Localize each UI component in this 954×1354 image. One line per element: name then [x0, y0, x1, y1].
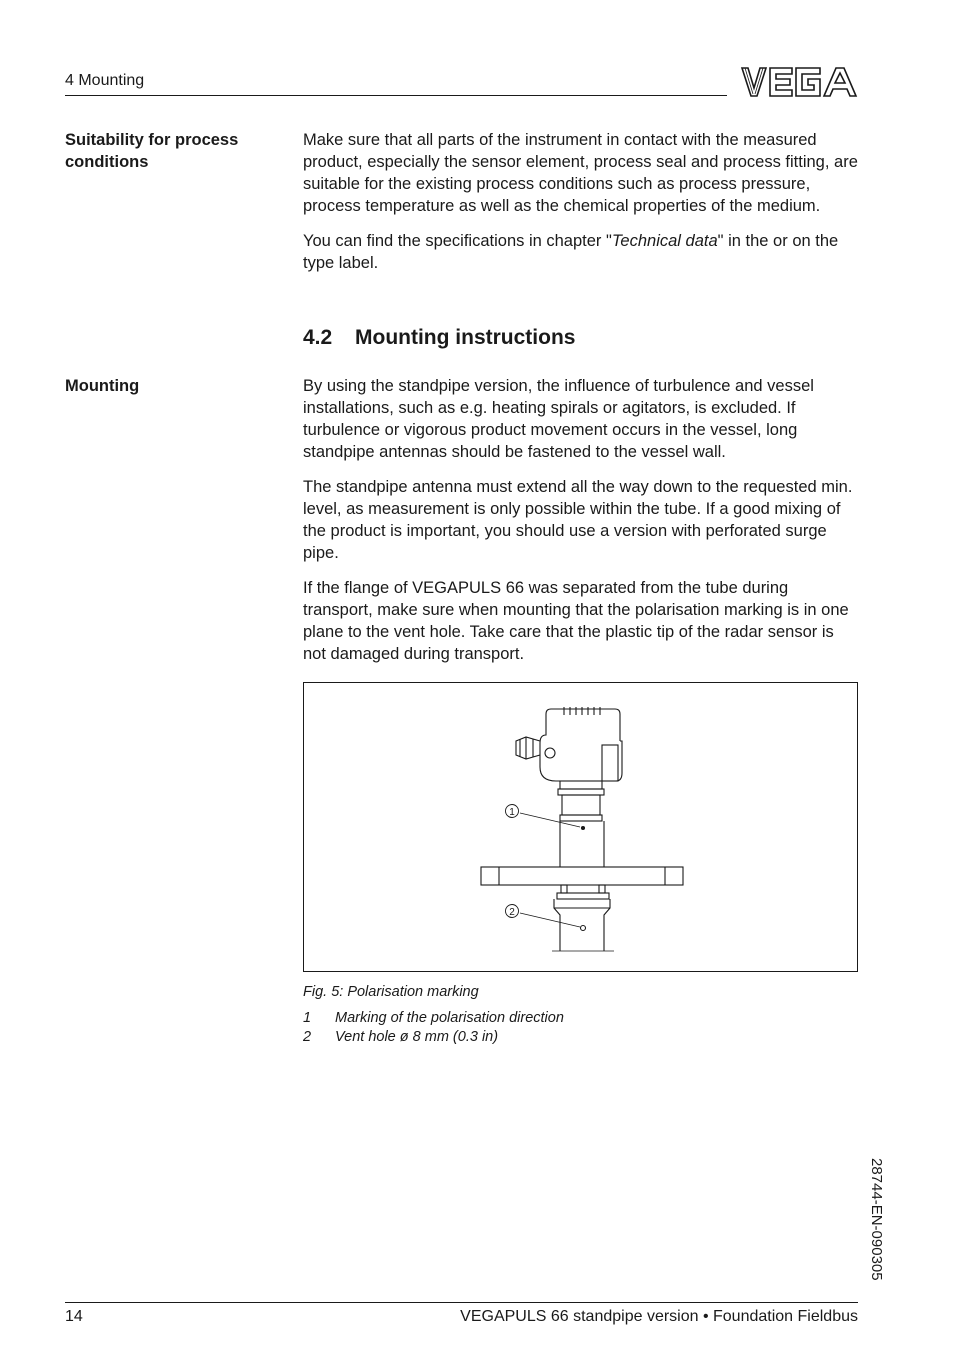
- mounting-paragraph-1: By using the standpipe version, the influence of turbulence and vessel installations, such as e.g. heating spirals or agitators, is excluded. If turbulence or vigorous product movement occurs in the vessel, long standpipe antennas should be fastened to the vessel wall.: [303, 377, 814, 461]
- section-title: [303, 326, 575, 350]
- vega-logo: [740, 66, 858, 98]
- p2-text-before: You can find the specifications in chapter ": [303, 232, 612, 250]
- mounting-paragraph-3: If the flange of VEGAPULS 66 was separated from the tube during transport, make sure when mounting that the polarisation marking is in one plane to the vent hole. Take care that the plastic tip of the radar sensor is not damaged during transport.: [303, 579, 849, 663]
- suitability-text: [303, 129, 859, 274]
- figure-caption: Fig. 5: Polarisation marking: [303, 984, 479, 1000]
- header-section-label: 4 Mounting: [65, 72, 145, 89]
- suitability-paragraph-2: [303, 230, 859, 274]
- legend-text: Marking of the polarisation direction: [335, 1010, 564, 1026]
- mounting-text: [303, 375, 859, 665]
- section-number: 4.2: [303, 326, 333, 349]
- mounting-paragraph-2: The standpipe antenna must extend all the way down to the requested min. level, as measurement is only possible within the tube. If a good mixing of the product is important, you should use a version with perforated surge pipe.: [303, 478, 853, 562]
- callout-2: 2: [509, 907, 515, 918]
- suitability-paragraph-1: Make sure that all parts of the instrument in contact with the measured product, especially the sensor element, process seal and process fitting, are suitable for the existing process conditions such as process pressure, process temperature as well as the chemical properties of the medium.: [303, 131, 858, 215]
- section-title-text: Mounting instructions: [355, 326, 576, 349]
- legend-number: 1: [303, 1010, 312, 1026]
- p2-text-after: " in the or on the type label.: [303, 232, 839, 272]
- footer-rule: [65, 1302, 858, 1303]
- header-rule: [65, 95, 727, 96]
- technical-data-reference: Technical data: [611, 232, 718, 250]
- figure-box: [303, 682, 858, 972]
- page-number: 14: [65, 1308, 83, 1325]
- callout-1: 1: [509, 807, 515, 818]
- legend-row: [303, 1029, 498, 1045]
- suitability-heading: Suitability for process conditions: [65, 131, 239, 171]
- legend-row: [303, 1010, 564, 1026]
- mounting-heading: Mounting: [65, 377, 140, 395]
- document-code: 28744-EN-090305: [868, 1158, 885, 1281]
- sensor-drawing: [304, 683, 857, 971]
- legend-text: Vent hole ø 8 mm (0.3 in): [335, 1029, 499, 1045]
- legend-number: 2: [303, 1029, 312, 1045]
- footer-title: VEGAPULS 66 standpipe version • Foundation Fieldbus: [460, 1308, 858, 1325]
